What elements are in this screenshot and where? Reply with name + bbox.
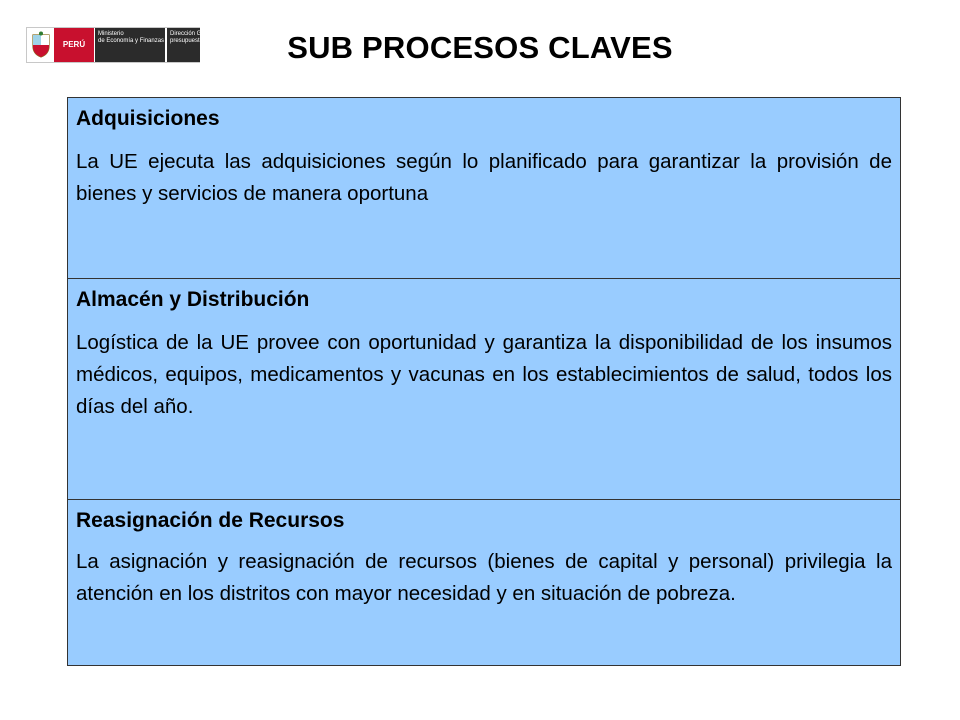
table-row xyxy=(68,279,901,500)
row-title: Almacén y Distribución xyxy=(76,288,310,311)
coat-of-arms-icon xyxy=(30,31,52,59)
row-title: Adquisiciones xyxy=(76,107,220,130)
mef-logo xyxy=(26,27,227,63)
row-description: La UE ejecuta las adquisiciones según lo planificado para garantizar la provisión de bienes y servicios de manera oportuna xyxy=(76,150,892,205)
ministry-line-2: de Economía y Finanzas xyxy=(98,38,165,44)
row-description: Logística de la UE provee con oportunidad y garantiza la disponibilidad de los insumos médicos, equipos, medicamentos y vacunas en los establecimientos de salud, todos los días del año. xyxy=(76,331,892,418)
ministry-block xyxy=(95,28,165,62)
page-title: SUB PROCESOS CLAVES xyxy=(287,30,673,65)
row-title: Reasignación de Recursos xyxy=(76,509,345,532)
peru-label: PERÚ xyxy=(54,28,94,62)
table-cell xyxy=(68,98,901,279)
direction-line-1: Dirección General de xyxy=(170,31,227,37)
row-description: La asignación y reasignación de recursos (bienes de capital y personal) privilegia la atención en los distritos con mayor necesidad y en situación de pobreza. xyxy=(76,550,892,605)
table-row xyxy=(68,98,901,279)
table-cell xyxy=(68,500,901,666)
table-cell xyxy=(68,279,901,500)
ministry-line-1: Ministerio xyxy=(98,31,124,37)
direction-line-2: presupuesto Público xyxy=(170,38,225,44)
direction-block xyxy=(167,28,227,62)
subprocess-table xyxy=(67,97,901,666)
table-row xyxy=(68,500,901,666)
